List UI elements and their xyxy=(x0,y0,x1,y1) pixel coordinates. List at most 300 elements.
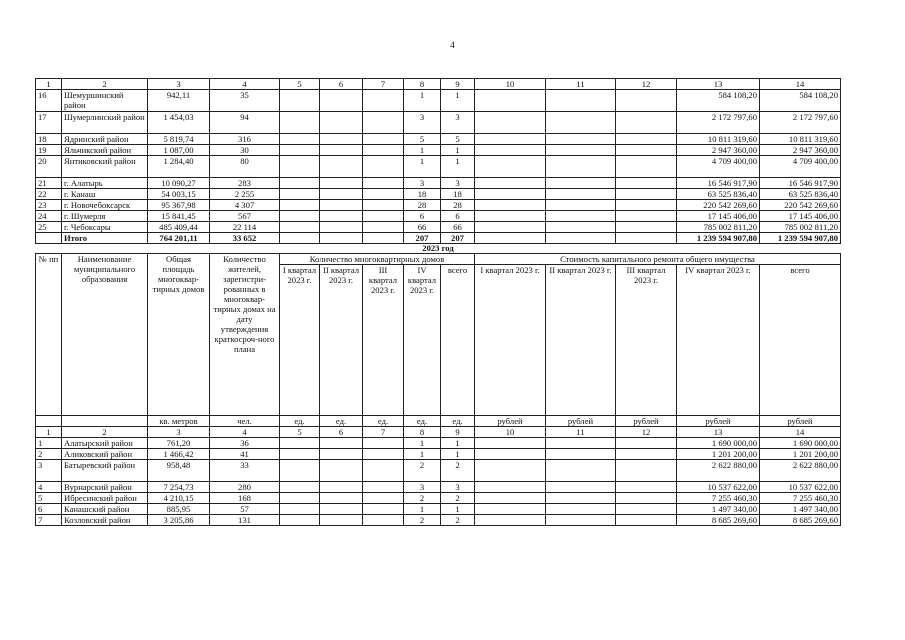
cell-c4: 10 811 319,60 xyxy=(677,134,760,145)
column-number: 11 xyxy=(546,79,616,90)
cell-q4: 2 xyxy=(404,460,441,482)
column-number: 8 xyxy=(404,427,441,438)
header-number: № пп xyxy=(36,254,62,416)
cell-c4: 7 255 460,30 xyxy=(677,493,760,504)
cell-c4: 10 537 622,00 xyxy=(677,482,760,493)
cell-c4: 2 622 880,00 xyxy=(677,460,760,482)
cell-residents: 41 xyxy=(210,449,280,460)
cell-area: 958,48 xyxy=(148,460,210,482)
cell-c2 xyxy=(546,145,616,156)
table-row xyxy=(36,134,841,145)
cell-c4: 785 002 811,20 xyxy=(677,222,760,233)
column-numbers-row xyxy=(36,427,841,438)
cell-q3 xyxy=(363,222,404,233)
cell-q4: 1 xyxy=(404,156,441,178)
cell-c3 xyxy=(616,460,677,482)
cell-name: г. Алатырь xyxy=(62,178,148,189)
table-row xyxy=(36,504,841,515)
cell-c2 xyxy=(546,515,616,526)
cell-residents: 2 255 xyxy=(210,189,280,200)
cell-q3 xyxy=(363,493,404,504)
unit-cell: ед. xyxy=(320,416,363,427)
cell-n: 5 xyxy=(36,493,62,504)
units-row xyxy=(36,416,841,427)
cell-c4: 16 546 917,90 xyxy=(677,178,760,189)
cell-n: 1 xyxy=(36,438,62,449)
cell-c1 xyxy=(475,200,546,211)
header-houses-group: Количество многоквартирных домов xyxy=(280,254,475,265)
cell-c3 xyxy=(616,449,677,460)
cell-q1 xyxy=(280,515,320,526)
total-c4: 1 239 594 907,80 xyxy=(677,233,760,244)
cell-n: 7 xyxy=(36,515,62,526)
total-residents: 33 652 xyxy=(210,233,280,244)
cell-area: 885,95 xyxy=(148,504,210,515)
header-name: Наименование муниципального образования xyxy=(62,254,148,416)
cell-q4: 1 xyxy=(404,504,441,515)
cell-c3 xyxy=(616,504,677,515)
cell-area: 5 819,74 xyxy=(148,134,210,145)
cell-name: Батыревский район xyxy=(62,460,148,482)
cell-name: Канашский район xyxy=(62,504,148,515)
cell-area: 54 003,15 xyxy=(148,189,210,200)
cell-q2 xyxy=(320,189,363,200)
cell-c1 xyxy=(475,156,546,178)
cell-name: Аликовский район xyxy=(62,449,148,460)
cell-total: 28 xyxy=(441,200,475,211)
table-row xyxy=(36,145,841,156)
cell-q1 xyxy=(280,134,320,145)
cell-ctotal: 1 690 000,00 xyxy=(760,438,841,449)
total-empty-cell xyxy=(616,233,677,244)
cell-c3 xyxy=(616,178,677,189)
column-number: 5 xyxy=(280,79,320,90)
cell-c1 xyxy=(475,189,546,200)
cell-c2 xyxy=(546,493,616,504)
cell-q3 xyxy=(363,438,404,449)
cell-area: 1 454,03 xyxy=(148,112,210,134)
column-number: 14 xyxy=(760,427,841,438)
column-number: 9 xyxy=(441,427,475,438)
cell-q3 xyxy=(363,504,404,515)
cell-q4: 1 xyxy=(404,449,441,460)
cell-q1 xyxy=(280,90,320,112)
cell-c1 xyxy=(475,482,546,493)
unit-cell: чел. xyxy=(210,416,280,427)
cell-q2 xyxy=(320,449,363,460)
cell-n: 4 xyxy=(36,482,62,493)
cell-area: 95 367,98 xyxy=(148,200,210,211)
document-sheet xyxy=(35,78,840,526)
cell-name: Янтиковский район xyxy=(62,156,148,178)
cell-total: 6 xyxy=(441,211,475,222)
cell-n: 19 xyxy=(36,145,62,156)
cell-c3 xyxy=(616,200,677,211)
cell-c2 xyxy=(546,90,616,112)
cell-q4: 3 xyxy=(404,482,441,493)
cell-ctotal: 16 546 917,90 xyxy=(760,178,841,189)
cell-ctotal: 584 108,20 xyxy=(760,90,841,112)
cell-c1 xyxy=(475,145,546,156)
cell-q3 xyxy=(363,134,404,145)
cell-ctotal: 4 709 400,00 xyxy=(760,156,841,178)
column-number: 2 xyxy=(62,79,148,90)
cell-c1 xyxy=(475,438,546,449)
cell-q1 xyxy=(280,211,320,222)
column-number: 5 xyxy=(280,427,320,438)
cell-q1 xyxy=(280,222,320,233)
cell-ctotal: 2 172 797,60 xyxy=(760,112,841,134)
cell-ctotal: 8 685 269,60 xyxy=(760,515,841,526)
cell-c3 xyxy=(616,482,677,493)
column-number: 7 xyxy=(363,427,404,438)
cell-n: 24 xyxy=(36,211,62,222)
cell-c3 xyxy=(616,438,677,449)
cell-ctotal: 17 145 406,00 xyxy=(760,211,841,222)
cell-total: 1 xyxy=(441,438,475,449)
table-row xyxy=(36,493,841,504)
cell-q3 xyxy=(363,482,404,493)
cell-q1 xyxy=(280,189,320,200)
unit-cell: рублей xyxy=(475,416,546,427)
cell-n: 16 xyxy=(36,90,62,112)
cell-area: 1 466,42 xyxy=(148,449,210,460)
cell-c2 xyxy=(546,438,616,449)
table-row xyxy=(36,200,841,211)
cell-q4: 5 xyxy=(404,134,441,145)
cell-ctotal: 7 255 460,30 xyxy=(760,493,841,504)
cell-c2 xyxy=(546,504,616,515)
cell-ctotal: 2 947 360,00 xyxy=(760,145,841,156)
cell-c1 xyxy=(475,222,546,233)
unit-cell: ед. xyxy=(404,416,441,427)
cell-c4: 220 542 269,60 xyxy=(677,200,760,211)
header-houses-q1: I квартал 2023 г. xyxy=(280,265,320,416)
cell-q1 xyxy=(280,145,320,156)
column-number: 14 xyxy=(760,79,841,90)
cell-residents: 94 xyxy=(210,112,280,134)
header-houses-total: всего xyxy=(441,265,475,416)
cell-total: 2 xyxy=(441,460,475,482)
column-number: 6 xyxy=(320,79,363,90)
cell-c3 xyxy=(616,493,677,504)
cell-q3 xyxy=(363,211,404,222)
cell-q3 xyxy=(363,515,404,526)
cell-q1 xyxy=(280,112,320,134)
cell-ctotal: 63 525 836,40 xyxy=(760,189,841,200)
cell-c1 xyxy=(475,134,546,145)
cell-area: 7 254,73 xyxy=(148,482,210,493)
cell-q1 xyxy=(280,200,320,211)
cell-name: Шемуршинский район xyxy=(62,90,148,112)
table-row xyxy=(36,178,841,189)
cell-ctotal: 220 542 269,60 xyxy=(760,200,841,211)
column-number: 13 xyxy=(677,79,760,90)
cell-residents: 316 xyxy=(210,134,280,145)
cell-name: г. Канаш xyxy=(62,189,148,200)
cell-name: Вурнарский район xyxy=(62,482,148,493)
cell-c2 xyxy=(546,112,616,134)
cell-c2 xyxy=(546,482,616,493)
total-total: 207 xyxy=(441,233,475,244)
cell-q4: 3 xyxy=(404,178,441,189)
cell-total: 1 xyxy=(441,504,475,515)
cell-residents: 80 xyxy=(210,156,280,178)
cell-c3 xyxy=(616,189,677,200)
cell-c1 xyxy=(475,90,546,112)
total-empty-cell xyxy=(363,233,404,244)
cell-q4: 1 xyxy=(404,145,441,156)
page-number: 4 xyxy=(450,40,455,50)
column-number: 8 xyxy=(404,79,441,90)
cell-c4: 63 525 836,40 xyxy=(677,189,760,200)
cell-area: 1 087,00 xyxy=(148,145,210,156)
cell-q3 xyxy=(363,156,404,178)
cell-q4: 18 xyxy=(404,189,441,200)
header-body xyxy=(36,254,841,427)
unit-cell: рублей xyxy=(546,416,616,427)
cell-q3 xyxy=(363,460,404,482)
cell-area: 4 210,15 xyxy=(148,493,210,504)
cell-q3 xyxy=(363,90,404,112)
cell-c2 xyxy=(546,189,616,200)
cell-area: 1 284,40 xyxy=(148,156,210,178)
column-number: 4 xyxy=(210,79,280,90)
total-name: Итого xyxy=(62,233,148,244)
header-cost-q2: II квартал 2023 г. xyxy=(546,265,616,416)
cell-area: 942,11 xyxy=(148,90,210,112)
cell-residents: 283 xyxy=(210,178,280,189)
cell-c2 xyxy=(546,211,616,222)
cell-area: 3 205,86 xyxy=(148,515,210,526)
column-number: 9 xyxy=(441,79,475,90)
cell-c2 xyxy=(546,460,616,482)
cell-c1 xyxy=(475,449,546,460)
top-table-body xyxy=(36,79,841,244)
unit-cell: кв. метров xyxy=(148,416,210,427)
cell-c1 xyxy=(475,504,546,515)
cell-q2 xyxy=(320,200,363,211)
cell-c1 xyxy=(475,460,546,482)
year-section xyxy=(36,244,841,254)
table-row xyxy=(36,90,841,112)
cell-c3 xyxy=(616,515,677,526)
cell-c2 xyxy=(546,222,616,233)
cell-total: 66 xyxy=(441,222,475,233)
cell-area: 10 090,27 xyxy=(148,178,210,189)
cell-n: 2 xyxy=(36,449,62,460)
repair-plan-table xyxy=(35,78,841,526)
cell-c1 xyxy=(475,493,546,504)
cell-q2 xyxy=(320,112,363,134)
total-empty-cell xyxy=(546,233,616,244)
cell-ctotal: 1 497 340,00 xyxy=(760,504,841,515)
cell-q3 xyxy=(363,449,404,460)
cell-c3 xyxy=(616,211,677,222)
cell-residents: 35 xyxy=(210,90,280,112)
cell-ctotal: 10 811 319,60 xyxy=(760,134,841,145)
cell-q2 xyxy=(320,90,363,112)
unit-cell: ед. xyxy=(363,416,404,427)
cell-q2 xyxy=(320,482,363,493)
cell-ctotal: 1 201 200,00 xyxy=(760,449,841,460)
header-houses-q4: IV квартал 2023 г. xyxy=(404,265,441,416)
table-row xyxy=(36,222,841,233)
year-title: 2023 год xyxy=(422,243,454,253)
cell-c4: 2 172 797,60 xyxy=(677,112,760,134)
cell-q2 xyxy=(320,178,363,189)
unit-cell: рублей xyxy=(760,416,841,427)
total-empty-cell xyxy=(475,233,546,244)
cell-q3 xyxy=(363,178,404,189)
cell-q1 xyxy=(280,178,320,189)
cell-q1 xyxy=(280,460,320,482)
cell-q4: 6 xyxy=(404,211,441,222)
cell-name: Ядринский район xyxy=(62,134,148,145)
cell-total: 18 xyxy=(441,189,475,200)
bottom-table-body xyxy=(36,427,841,526)
cell-q3 xyxy=(363,145,404,156)
header-houses-q3: III квартал 2023 г. xyxy=(363,265,404,416)
unit-cell: рублей xyxy=(677,416,760,427)
cell-n: 21 xyxy=(36,178,62,189)
header-cost-group: Стоимость капитального ремонта общего имущества xyxy=(475,254,841,265)
column-number: 4 xyxy=(210,427,280,438)
header-houses-q2: II квартал 2023 г. xyxy=(320,265,363,416)
cell-total: 1 xyxy=(441,90,475,112)
cell-n: 23 xyxy=(36,200,62,211)
table-row xyxy=(36,449,841,460)
cell-c3 xyxy=(616,222,677,233)
cell-c4: 8 685 269,60 xyxy=(677,515,760,526)
total-row xyxy=(36,233,841,244)
cell-name: Козловский район xyxy=(62,515,148,526)
column-numbers-row xyxy=(36,79,841,90)
cell-n: 20 xyxy=(36,156,62,178)
cell-q1 xyxy=(280,156,320,178)
cell-q4: 1 xyxy=(404,438,441,449)
cell-total: 3 xyxy=(441,482,475,493)
cell-c2 xyxy=(546,200,616,211)
header-area: Общая площадь многоквар-тирных домов xyxy=(148,254,210,416)
table-row xyxy=(36,211,841,222)
table-row xyxy=(36,438,841,449)
total-number-cell xyxy=(36,233,62,244)
cell-name: Шумерлинский район xyxy=(62,112,148,134)
cell-c2 xyxy=(546,449,616,460)
column-number: 1 xyxy=(36,79,62,90)
cell-area: 15 841,45 xyxy=(148,211,210,222)
cell-n: 25 xyxy=(36,222,62,233)
cell-c1 xyxy=(475,211,546,222)
cell-total: 2 xyxy=(441,515,475,526)
column-number: 12 xyxy=(616,427,677,438)
cell-c4: 1 201 200,00 xyxy=(677,449,760,460)
column-number: 7 xyxy=(363,79,404,90)
cell-q2 xyxy=(320,460,363,482)
cell-q4: 2 xyxy=(404,515,441,526)
column-number: 2 xyxy=(62,427,148,438)
cell-c3 xyxy=(616,112,677,134)
table-row xyxy=(36,156,841,178)
cell-q1 xyxy=(280,449,320,460)
cell-name: г. Новочебоксарск xyxy=(62,200,148,211)
cell-c4: 4 709 400,00 xyxy=(677,156,760,178)
unit-cell: ед. xyxy=(441,416,475,427)
table-row xyxy=(36,460,841,482)
cell-total: 3 xyxy=(441,112,475,134)
cell-q2 xyxy=(320,438,363,449)
cell-residents: 168 xyxy=(210,493,280,504)
unit-cell: рублей xyxy=(616,416,677,427)
cell-total: 5 xyxy=(441,134,475,145)
cell-n: 3 xyxy=(36,460,62,482)
cell-total: 1 xyxy=(441,156,475,178)
cell-c2 xyxy=(546,156,616,178)
cell-total: 1 xyxy=(441,145,475,156)
total-empty-cell xyxy=(320,233,363,244)
cell-q2 xyxy=(320,222,363,233)
cell-q2 xyxy=(320,145,363,156)
cell-q2 xyxy=(320,156,363,178)
cell-q4: 3 xyxy=(404,112,441,134)
cell-residents: 4 307 xyxy=(210,200,280,211)
cell-c1 xyxy=(475,515,546,526)
cell-q2 xyxy=(320,515,363,526)
unit-cell: ед. xyxy=(280,416,320,427)
cell-ctotal: 10 537 622,00 xyxy=(760,482,841,493)
cell-c4: 2 947 360,00 xyxy=(677,145,760,156)
cell-c4: 1 497 340,00 xyxy=(677,504,760,515)
cell-c3 xyxy=(616,134,677,145)
cell-residents: 57 xyxy=(210,504,280,515)
cell-c3 xyxy=(616,156,677,178)
column-number: 3 xyxy=(148,79,210,90)
cell-q1 xyxy=(280,438,320,449)
cell-q1 xyxy=(280,493,320,504)
cell-total: 3 xyxy=(441,178,475,189)
cell-c2 xyxy=(546,134,616,145)
table-row xyxy=(36,112,841,134)
cell-c1 xyxy=(475,112,546,134)
cell-total: 2 xyxy=(441,493,475,504)
cell-q3 xyxy=(363,200,404,211)
cell-residents: 131 xyxy=(210,515,280,526)
cell-q2 xyxy=(320,493,363,504)
cell-name: Алатырский район xyxy=(62,438,148,449)
cell-n: 18 xyxy=(36,134,62,145)
column-number: 12 xyxy=(616,79,677,90)
cell-q3 xyxy=(363,189,404,200)
column-number: 3 xyxy=(148,427,210,438)
cell-name: г. Чебоксары xyxy=(62,222,148,233)
cell-total: 1 xyxy=(441,449,475,460)
cell-c3 xyxy=(616,145,677,156)
column-number: 10 xyxy=(475,79,546,90)
column-number: 1 xyxy=(36,427,62,438)
cell-q1 xyxy=(280,504,320,515)
table-row xyxy=(36,482,841,493)
column-number: 10 xyxy=(475,427,546,438)
cell-residents: 30 xyxy=(210,145,280,156)
cell-ctotal: 2 622 880,00 xyxy=(760,460,841,482)
column-number: 13 xyxy=(677,427,760,438)
total-area: 764 201,11 xyxy=(148,233,210,244)
header-residents: Количество жителей, зарегистри-рованных в многоквар-тирных домах на дату утверждения краткосроч-ного плана xyxy=(210,254,280,416)
cell-residents: 567 xyxy=(210,211,280,222)
cell-q2 xyxy=(320,504,363,515)
cell-q4: 2 xyxy=(404,493,441,504)
